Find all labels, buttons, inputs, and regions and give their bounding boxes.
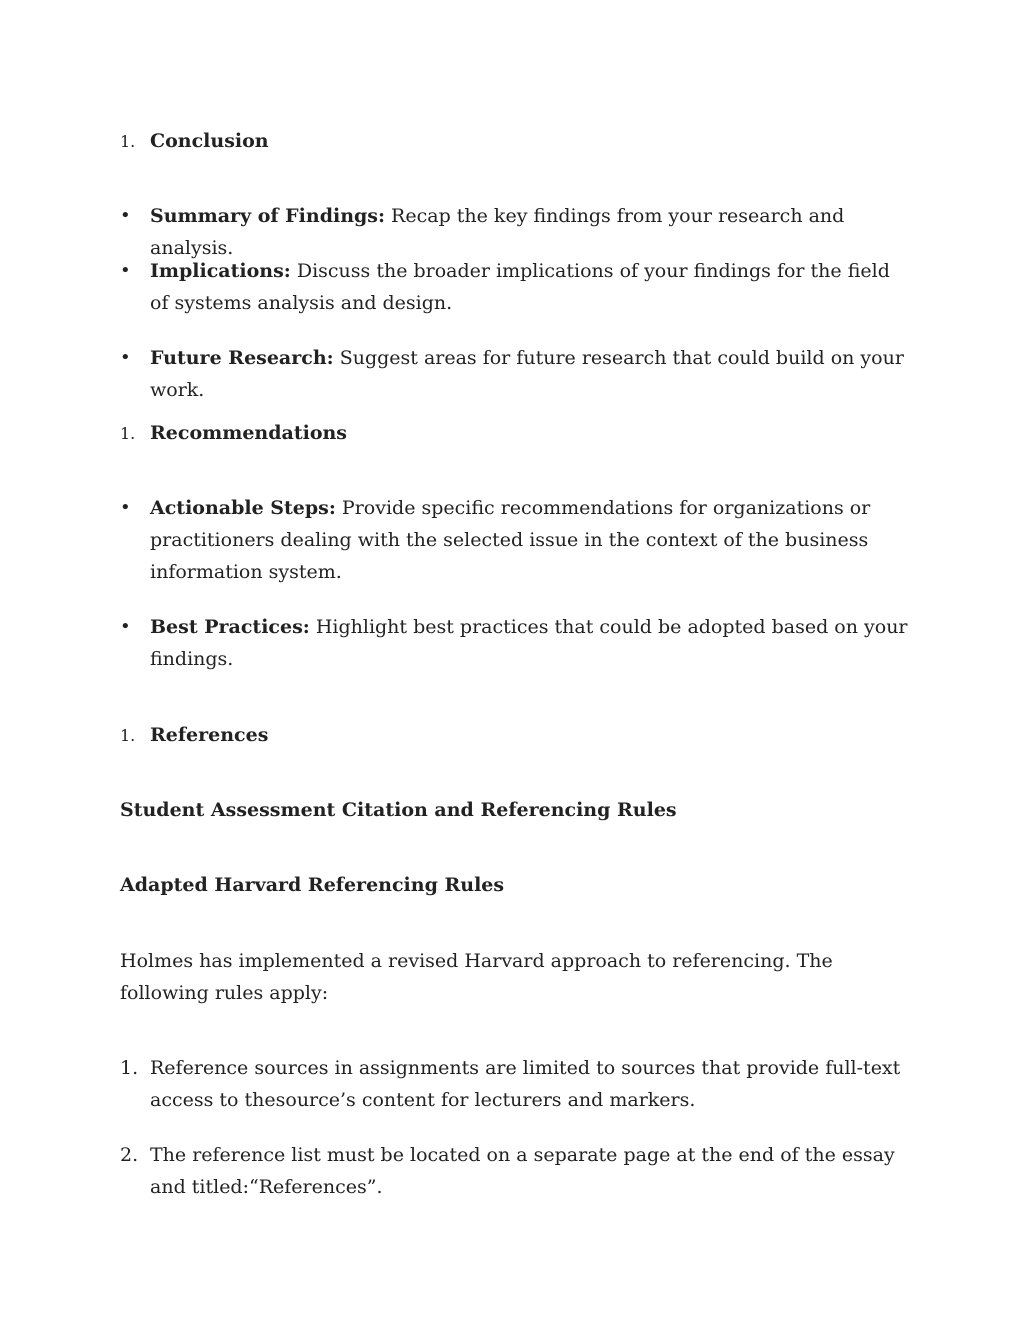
section-title: Recommendations <box>150 422 348 444</box>
item-label: Summary of Findings: <box>150 205 386 227</box>
bullet-icon: • <box>120 260 131 281</box>
section-heading-recommendations <box>120 417 910 449</box>
rule-number: 2. <box>120 1144 139 1166</box>
section-title: Conclusion <box>150 130 269 152</box>
rule-text: Reference sources in assignments are limited to sources that provide full-text access to thesource’s content for lecturers and markers. <box>150 1057 901 1111</box>
section-heading-references <box>120 719 910 751</box>
item-label: Best Practices: <box>150 616 310 638</box>
list-item <box>120 611 910 675</box>
list-item <box>120 255 910 319</box>
rule-text: The reference list must be located on a separate page at the end of the essay and titled:“References”. <box>150 1144 895 1198</box>
item-label: Future Research: <box>150 347 334 369</box>
rule-item <box>120 1139 910 1203</box>
bullet-icon: • <box>120 497 131 518</box>
bullet-icon: • <box>120 347 131 368</box>
rule-number: 1. <box>120 1057 139 1079</box>
intro-paragraph: Holmes has implemented a revised Harvard approach to referencing. The following rules apply: <box>120 950 833 1004</box>
bullet-icon: • <box>120 616 131 637</box>
item-label: Actionable Steps: <box>150 497 336 519</box>
bullet-icon: • <box>120 205 131 226</box>
item-text: Highlight best practices that could be adopted based on your findings. <box>150 616 908 670</box>
item-label: Implications: <box>150 260 291 282</box>
harvard-rules-heading: Adapted Harvard Referencing Rules <box>120 874 505 896</box>
item-text: Discuss the broader implications of your findings for the field of systems analysis and design. <box>150 260 890 314</box>
item-text: Provide specific recommendations for organizations or practitioners dealing with the selected issue in the context of the business information system. <box>150 497 871 583</box>
item-text: Suggest areas for future research that could build on your work. <box>150 347 904 401</box>
section-number: 1. <box>120 726 136 745</box>
citation-rules-heading: Student Assessment Citation and Referencing Rules <box>120 799 677 821</box>
section-number: 1. <box>120 424 136 443</box>
section-heading-conclusion <box>120 125 910 157</box>
list-item <box>120 342 910 406</box>
section-number: 1. <box>120 132 136 151</box>
item-text: Recap the key findings from your research and analysis. <box>150 205 845 259</box>
section-title: References <box>150 724 269 746</box>
list-item <box>120 492 910 588</box>
rule-item <box>120 1052 910 1116</box>
